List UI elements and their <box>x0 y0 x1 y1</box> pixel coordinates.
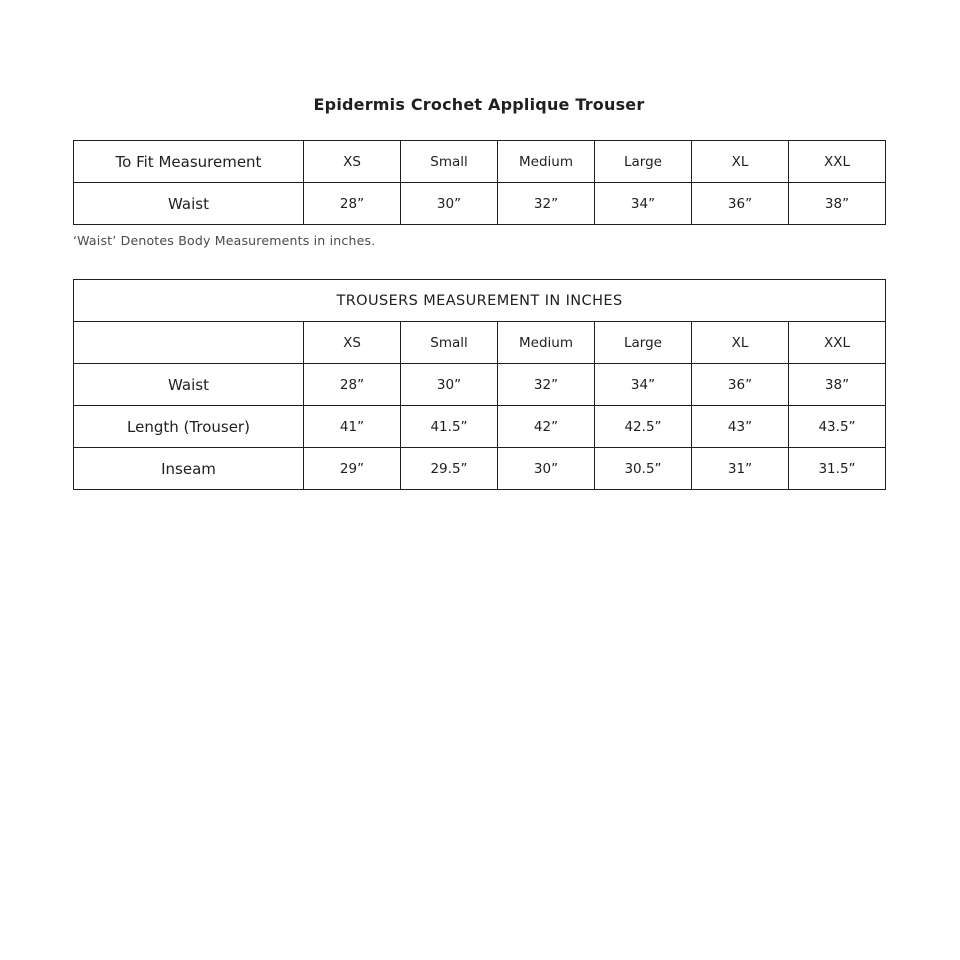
waist-value-medium: 32” <box>498 183 595 225</box>
size-header-small: Small <box>401 141 498 183</box>
inseam-small: 29.5” <box>401 448 498 490</box>
length-xs: 41” <box>304 406 401 448</box>
trousers-table-header-row <box>74 322 886 364</box>
row-label-inseam: Inseam <box>74 448 304 490</box>
length-large: 42.5” <box>595 406 692 448</box>
fit-table-header-row <box>74 141 886 183</box>
length-xxl: 43.5” <box>789 406 886 448</box>
row-label-waist: Waist <box>74 183 304 225</box>
size-header-medium: Medium <box>498 141 595 183</box>
size-header-xxl: XXL <box>789 322 886 364</box>
waist-xxl: 38” <box>789 364 886 406</box>
inseam-xxl: 31.5” <box>789 448 886 490</box>
trousers-table-title: TROUSERS MEASUREMENT IN INCHES <box>74 280 886 322</box>
inseam-xs: 29” <box>304 448 401 490</box>
size-header-small: Small <box>401 322 498 364</box>
waist-small: 30” <box>401 364 498 406</box>
waist-xl: 36” <box>692 364 789 406</box>
size-header-xl: XL <box>692 322 789 364</box>
size-header-xl: XL <box>692 141 789 183</box>
fit-table-header-label: To Fit Measurement <box>74 141 304 183</box>
length-small: 41.5” <box>401 406 498 448</box>
trousers-table-title-row <box>74 280 886 322</box>
waist-value-xl: 36” <box>692 183 789 225</box>
spacer <box>73 248 885 279</box>
fit-measurement-table <box>73 140 886 225</box>
waist-medium: 32” <box>498 364 595 406</box>
size-chart-page <box>73 0 885 490</box>
waist-footnote: ‘Waist’ Denotes Body Measurements in inches. <box>73 233 376 248</box>
inseam-large: 30.5” <box>595 448 692 490</box>
trousers-measurement-table <box>73 279 886 490</box>
size-header-medium: Medium <box>498 322 595 364</box>
trousers-waist-row <box>74 364 886 406</box>
waist-value-xxl: 38” <box>789 183 886 225</box>
row-label-length: Length (Trouser) <box>74 406 304 448</box>
inseam-medium: 30” <box>498 448 595 490</box>
waist-large: 34” <box>595 364 692 406</box>
length-medium: 42” <box>498 406 595 448</box>
waist-value-small: 30” <box>401 183 498 225</box>
size-header-xs: XS <box>304 141 401 183</box>
size-header-large: Large <box>595 322 692 364</box>
corner-cell <box>74 322 304 364</box>
length-xl: 43” <box>692 406 789 448</box>
page-title: Epidermis Crochet Applique Trouser <box>313 95 645 114</box>
row-label-waist: Waist <box>74 364 304 406</box>
size-header-xxl: XXL <box>789 141 886 183</box>
trousers-length-row <box>74 406 886 448</box>
fit-table-waist-row <box>74 183 886 225</box>
inseam-xl: 31” <box>692 448 789 490</box>
waist-value-large: 34” <box>595 183 692 225</box>
waist-xs: 28” <box>304 364 401 406</box>
trousers-inseam-row <box>74 448 886 490</box>
size-header-xs: XS <box>304 322 401 364</box>
size-header-large: Large <box>595 141 692 183</box>
waist-value-xs: 28” <box>304 183 401 225</box>
